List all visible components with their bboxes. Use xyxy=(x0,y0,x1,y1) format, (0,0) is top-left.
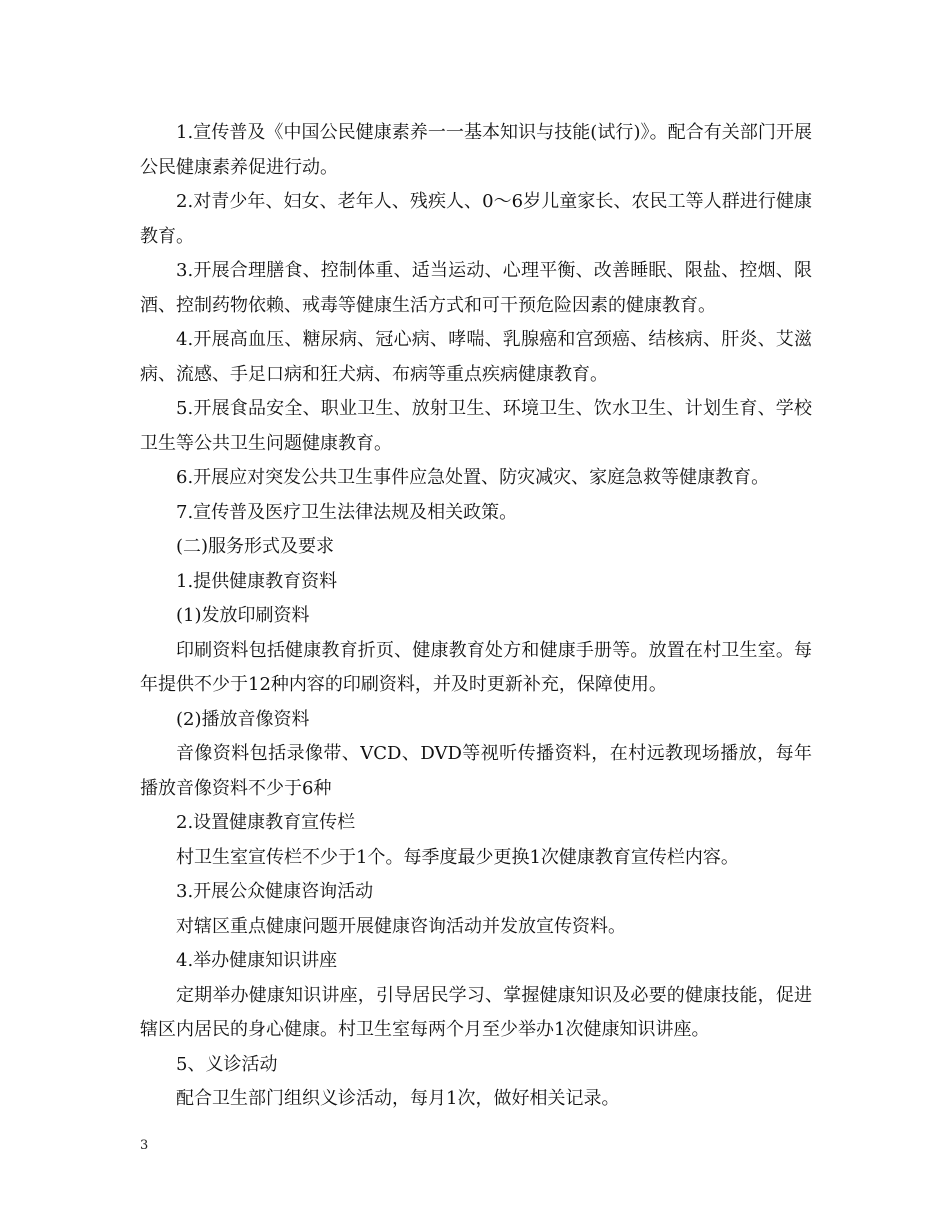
paragraph: 音像资料包括录像带、VCD、DVD等视听传播资料，在村远教现场播放，每年播放音像资料不少于6种 xyxy=(140,743,812,799)
paragraph: 3.开展合理膳食、控制体重、适当运动、心理平衡、改善睡眠、限盐、控烟、限酒、控制药物依赖、戒毒等健康生活方式和可干预危险因素的健康教育。 xyxy=(140,260,812,316)
paragraph: 4.开展高血压、糖尿病、冠心病、哮喘、乳腺癌和宫颈癌、结核病、肝炎、艾滋病、流感、手足口病和狂犬病、布病等重点疾病健康教育。 xyxy=(140,329,812,385)
subsection-heading: (1)发放印刷资料 xyxy=(176,605,310,626)
subsection-heading: 2.设置健康教育宣传栏 xyxy=(176,812,356,833)
paragraph: 5.开展食品安全、职业卫生、放射卫生、环境卫生、饮水卫生、计划生育、学校卫生等公共卫生问题健康教育。 xyxy=(140,398,812,454)
paragraph: 1.宣传普及《中国公民健康素养一一基本知识与技能(试行)》。配合有关部门开展公民健康素养促进行动。 xyxy=(140,122,812,178)
subsection-heading: (2)播放音像资料 xyxy=(176,708,310,730)
paragraph: 定期举办健康知识讲座，引导居民学习、掌握健康知识及必要的健康技能，促进辖区内居民的身心健康。村卫生室每两个月至少举办1次健康知识讲座。 xyxy=(140,984,812,1040)
paragraph: 对辖区重点健康问题开展健康咨询活动并发放宣传资料。 xyxy=(176,915,626,937)
document-body xyxy=(140,116,812,1117)
section-heading: (二)服务形式及要求 xyxy=(176,536,335,557)
paragraph: 印刷资料包括健康教育折页、健康教育处方和健康手册等。放置在村卫生室。每年提供不少于12种内容的印刷资料，并及时更新补充，保障使用。 xyxy=(140,639,812,695)
subsection-heading: 4.举办健康知识讲座 xyxy=(176,950,338,971)
paragraph: 6.开展应对突发公共卫生事件应急处置、防灾减灾、家庭急救等健康教育。 xyxy=(176,467,770,488)
paragraph: 2.对青少年、妇女、老年人、残疾人、0～6岁儿童家长、农民工等人群进行健康教育。 xyxy=(140,191,812,247)
page-number: 3 xyxy=(140,1138,149,1153)
subsection-heading: 5、义诊活动 xyxy=(176,1053,278,1075)
subsection-heading: 3.开展公众健康咨询活动 xyxy=(176,881,374,902)
subsection-heading: 1.提供健康教育资料 xyxy=(176,570,338,592)
paragraph: 村卫生室宣传栏不少于1个。每季度最少更换1次健康教育宣传栏内容。 xyxy=(176,846,739,868)
paragraph: 配合卫生部门组织义诊活动，每月1次，做好相关记录。 xyxy=(176,1088,620,1109)
paragraph: 7.宣传普及医疗卫生法律法规及相关政策。 xyxy=(176,501,518,523)
